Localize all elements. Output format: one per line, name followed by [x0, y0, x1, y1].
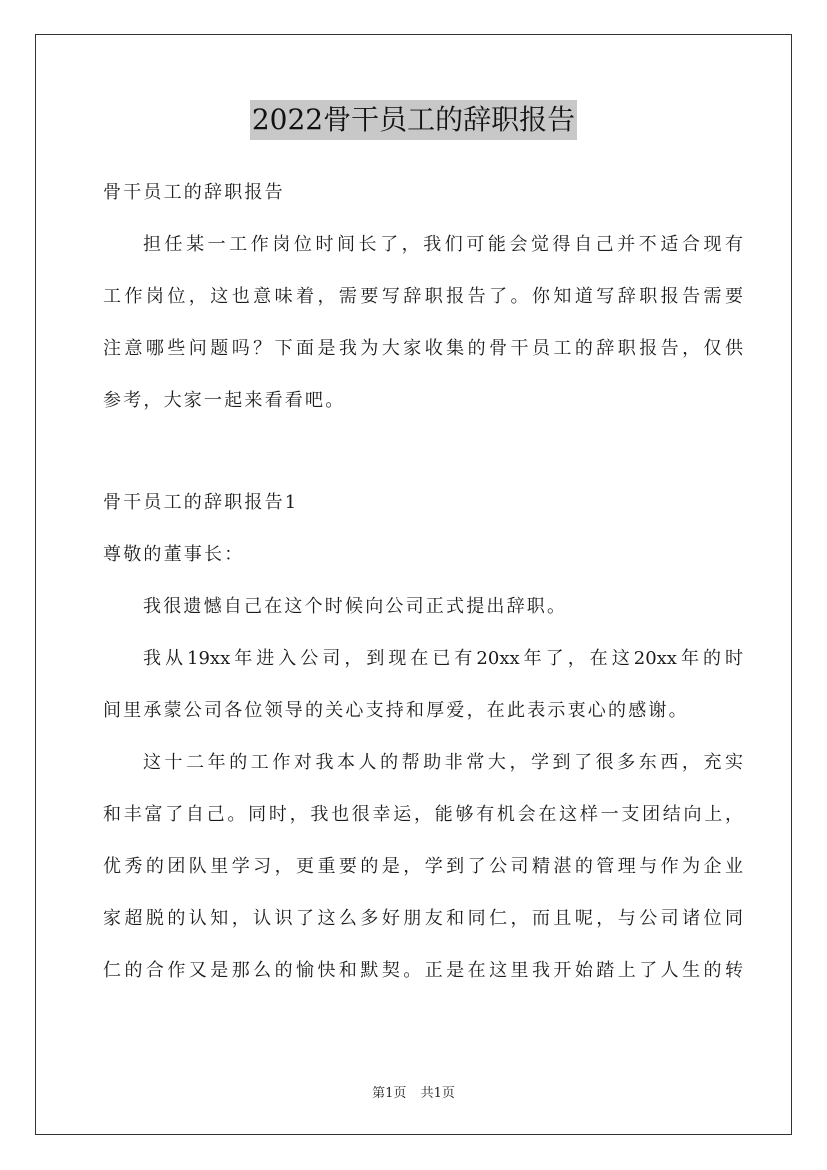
paragraph-line: 间里承蒙公司各位领导的关心支持和厚爱，在此表示衷心的感谢。 [103, 700, 689, 721]
section-spacer [103, 430, 743, 480]
paragraph-line: 这十二年的工作对我本人的帮助非常大，学到了很多东西，充实 [143, 752, 743, 773]
paragraph-line: 家超脱的认知，认识了这么多好朋友和同仁，而且呢，与公司诸位同 [103, 908, 743, 929]
paragraph-line: 我从19xx年进入公司，到现在已有20xx年了，在这20xx年的时 [143, 648, 743, 669]
document-title: 2022骨干员工的辞职报告 [250, 100, 577, 140]
page-total: 共1页 [420, 1086, 455, 1101]
document-body [103, 170, 743, 1000]
intro-line: 工作岗位，这也意味着，需要写辞职报告了。你知道写辞职报告需要 [103, 286, 743, 307]
title-container [0, 100, 827, 140]
paragraph-line: 和丰富了自己。同时，我也很幸运，能够有机会在这样一支团结向上， [103, 804, 743, 825]
paragraph-line: 仁的合作又是那么的愉快和默契。正是在这里我开始踏上了人生的转 [103, 960, 743, 981]
paragraph-line: 优秀的团队里学习，更重要的是，学到了公司精湛的管理与作为企业 [103, 856, 743, 877]
section-heading: 骨干员工的辞职报告1 [103, 492, 299, 513]
intro-line: 参考，大家一起来看看吧。 [103, 390, 346, 411]
document-subtitle: 骨干员工的辞职报告 [103, 182, 285, 203]
page-footer [0, 1082, 827, 1101]
intro-line: 注意哪些问题吗？下面是我为大家收集的骨干员工的辞职报告，仅供 [103, 338, 743, 359]
intro-line: 担任某一工作岗位时间长了，我们可能会觉得自己并不适合现有 [143, 234, 743, 255]
page-number: 第1页 [372, 1086, 407, 1101]
paragraph-line: 我很遗憾自己在这个时候向公司正式提出辞职。 [143, 596, 568, 617]
salutation: 尊敬的董事长： [103, 544, 245, 565]
